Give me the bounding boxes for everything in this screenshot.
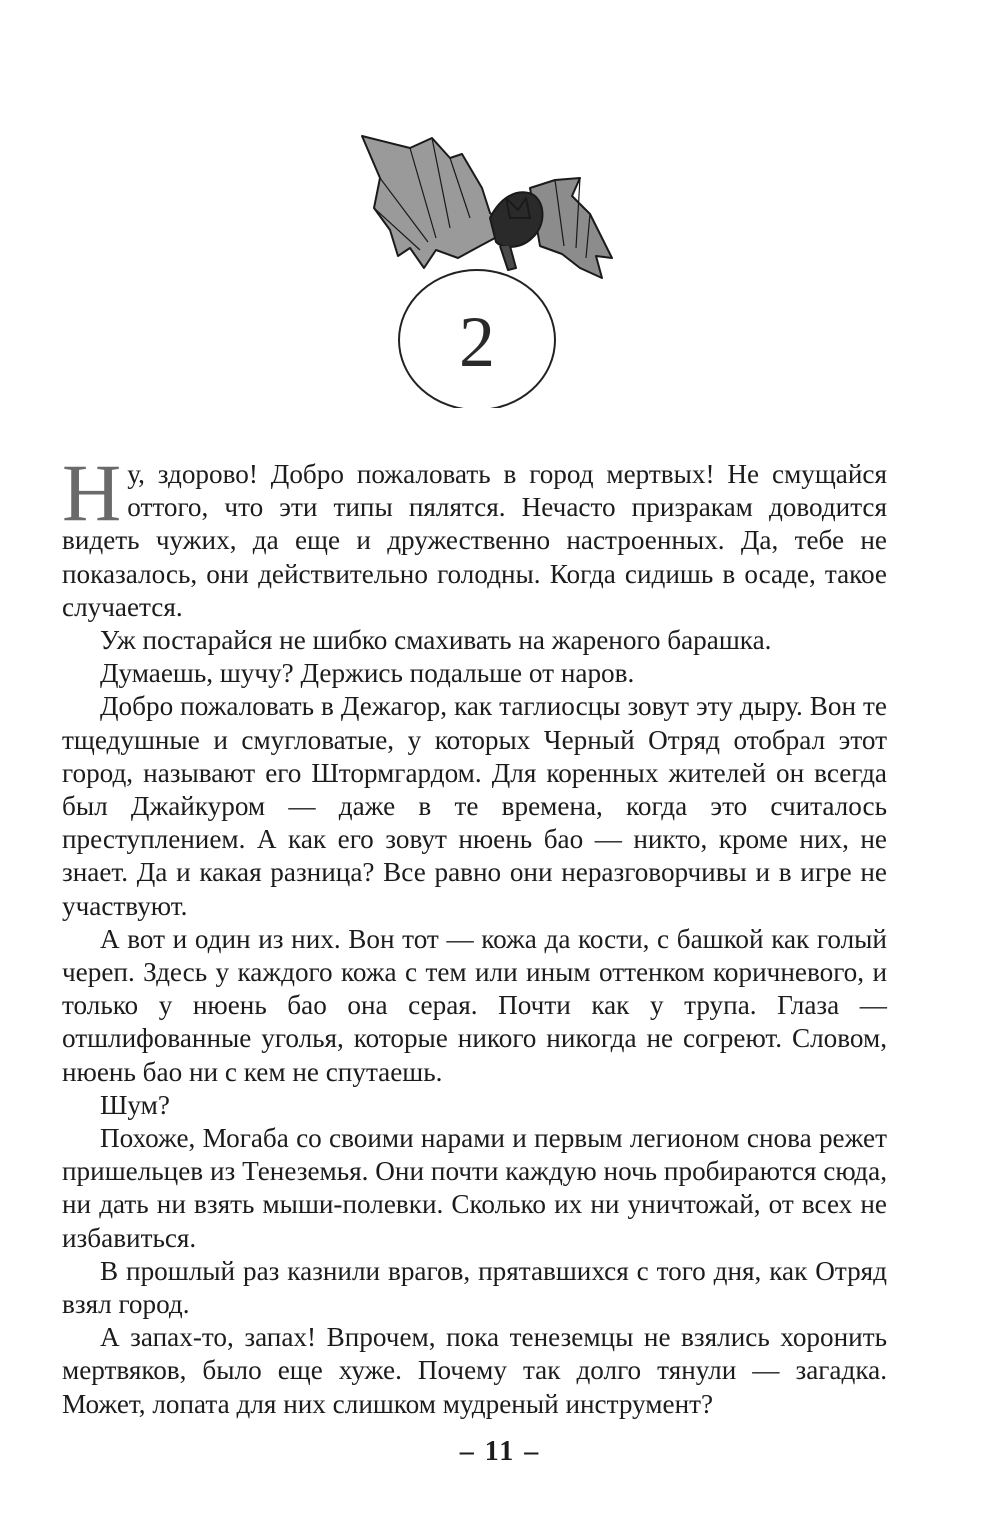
drop-cap: Н xyxy=(62,447,122,538)
paragraph-5: А вот и один из них. Вон тот — кожа да кости, с башкой как голый череп. Здесь у каждого кожа с тем или иным оттенком коричневого, и только у нюень бао она серая. Почти как у трупа. Глаза — отшлифованные уголья, которые никого никогда не согреют. Словом, нюень бао ни с кем не спутаешь. xyxy=(62,923,887,1087)
paragraph-4: Добро пожаловать в Дежагор, как таглиосцы зовут эту дыру. Вон те тщедушные и смугловатые, у которых Черный Отряд отобрал этот город, называют его Штормгардом. Для коренных жителей он всегда был Джайкуром — даже в те времена, когда это считалось преступлением. А как его зовут нюень бао — никто, кроме них, не знает. Да и какая разница? Все равно они неразговорчивы и в игре не участвуют. xyxy=(62,691,887,921)
paragraph-3: Думаешь, шучу? Держись подальше от наров. xyxy=(100,658,635,689)
paragraph-7: Похоже, Могаба со своими нарами и первым легионом снова режет пришельцев из Тенеземья. Они почти каждую ночь пробираются сюда, ни дать ни взять мыши-полевки. Сколько их ни уничтожай, от всех не избавиться. xyxy=(62,1123,887,1253)
paragraph-1: Ну, здорово! Добро пожаловать в город мертвых! Не смущайся оттого, что эти типы пялятся. Нечасто призракам доводится видеть чужих, да еще и дружественно настроенных. Да, тебе не показалось, они действительно голодны. Когда сидишь в осаде, такое случается. xyxy=(62,447,887,622)
paragraph-2: Уж постарайся не шибко смахивать на жареного барашка. xyxy=(100,625,772,656)
page-number: – 11 – xyxy=(459,1436,541,1467)
chapter-text xyxy=(62,447,887,1421)
paragraph-9: А запах-то, запах! Впрочем, пока тенеземцы не взялись хоронить мертвяков, было еще хуже. Почему так долго тянули — загадка. Может, лопата для них слишком мудреный инструмент? xyxy=(62,1322,887,1419)
paragraph-8: В прошлый раз казнили врагов, прятавшихся с того дня, как Отряд взял город. xyxy=(62,1255,887,1320)
paragraph-6: Шум? xyxy=(100,1089,170,1120)
chapter-number: 2 xyxy=(459,302,495,382)
